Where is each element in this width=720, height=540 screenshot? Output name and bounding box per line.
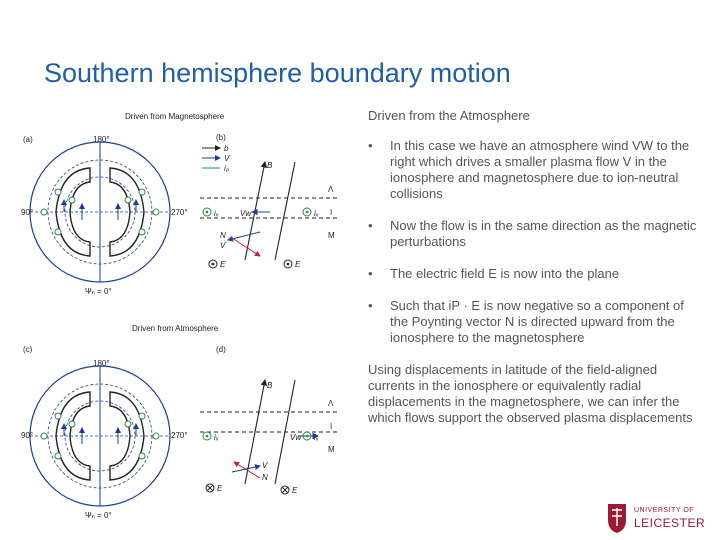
slide-title: Southern hemisphere boundary motion [44,58,511,88]
label-V-d: V [262,461,268,470]
angle-right-a: 270° [171,208,188,217]
angle-bottom-a: Ψₙ = 0° [85,287,112,296]
label-B-b: B [267,161,273,170]
bullet-text: The electric field E is now into the plane [390,266,620,281]
angle-bottom-c: Ψₙ = 0° [85,511,112,520]
layer-M-d: M [328,445,335,454]
legend-top [202,144,230,173]
university-logo-svg [604,500,714,534]
angle-left-c: 90° [21,431,34,440]
summary-note: Using displacements in latitude of the field-aligned currents in the ionosphere or equivalently radial displacements in the magnetosphere, we can infer the which flows support the observed plasma displacements [368,362,693,425]
label-E-b-right: E [295,260,301,269]
label-B-d: B [267,381,273,390]
layer-M-b: M [328,231,335,240]
bullet-marker: • [368,298,373,313]
logo-line1: UNIVERSITY OF [634,507,695,514]
label-ix-d-left: iₓ [214,433,219,442]
layer-lambda-d: Λ [328,399,334,408]
panel-b-diagram [200,161,338,269]
polar-diagram-c [30,366,170,506]
bullet-text: In this case we have an atmosphere wind VW to the right which drives a smaller plasma flow V in the ionosphere and magnetosphere due to ion-neutral collisions [390,138,690,201]
layer-I-b: I [330,208,333,217]
label-VW-d: Vw [290,433,302,442]
right-heading: Driven from the Atmosphere [368,108,530,123]
label-E-b-left: E [220,260,226,269]
label-ix-d-right: iₓ [314,433,319,442]
figure [20,100,365,530]
list-item [368,266,698,282]
right-text-panel [368,108,698,426]
university-logo [604,500,714,534]
label-VW-b: Vw [240,209,252,218]
angle-top-a: 180° [93,135,110,144]
list-item [368,138,698,202]
label-ix-b-right: iₓ [314,209,319,218]
label-N-d: N [262,473,268,482]
crest-icon [608,504,626,533]
panel-a-label: (a) [23,135,33,144]
legend-v: V [224,154,230,163]
panel-d-diagram [200,380,338,495]
bullet-marker: • [368,218,373,233]
layer-lambda-b: Λ [328,185,334,194]
label-E-d-right: E [292,486,298,495]
legend-ip: iₚ [224,164,230,173]
panel-c-label: (c) [23,345,33,354]
panel-b-label: (b) [216,133,226,142]
legend-b: b [224,144,229,153]
bottom-panel-title: Driven from Atmosphere [132,324,219,333]
bullet-list [368,138,698,346]
label-ix-b-left: iₓ [214,209,219,218]
label-N-b: N [220,231,226,240]
bullet-text: Now the flow is in the same direction as the magnetic perturbations [390,218,697,249]
label-E-d-left: E [217,484,223,493]
top-panel-title: Driven from Magnetosphere [125,112,225,121]
figure-svg [20,100,365,530]
bullet-marker: • [368,266,373,281]
list-item [368,298,698,346]
bullet-marker: • [368,138,373,153]
angle-top-c: 180° [93,359,110,368]
layer-I-d: I [330,422,333,431]
bullet-text: Such that iP · E is now negative so a component of the Poynting vector N is directed upward from the ionosphere to the magnetosphere [390,298,684,345]
panel-d-label: (d) [216,345,226,354]
logo-line2: LEICESTER [634,516,706,530]
label-V-b: V [220,241,226,250]
angle-left-a: 90° [21,208,34,217]
polar-diagram-a [30,142,170,282]
angle-right-c: 270° [171,431,188,440]
list-item [368,218,698,250]
